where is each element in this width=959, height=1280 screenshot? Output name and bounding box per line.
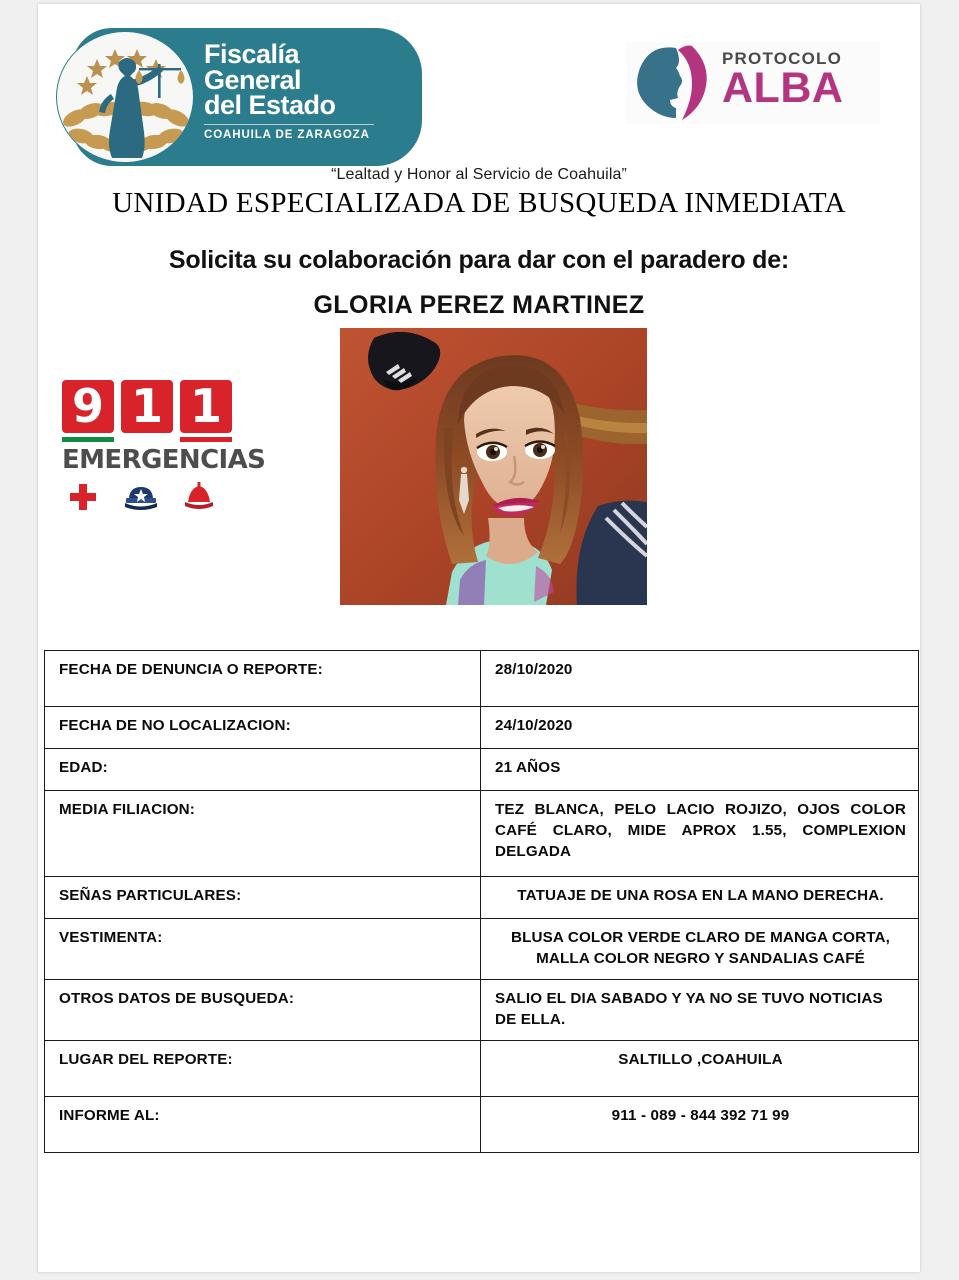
alba-protocolo-label: PROTOCOLO xyxy=(722,49,843,68)
row-label: LUGAR DEL REPORTE: xyxy=(45,1040,481,1096)
firefighter-helmet-icon xyxy=(184,482,214,517)
green-bar xyxy=(62,437,114,442)
row-label: FECHA DE DENUNCIA O REPORTE: xyxy=(45,651,481,707)
missing-person-poster xyxy=(38,4,920,1272)
row-value: SALIO EL DIA SABADO Y YA NO SE TUVO NOTICIAS DE ELLA. xyxy=(481,979,919,1040)
emergency-digits xyxy=(62,380,252,433)
row-value: SALTILLO ,COAHUILA xyxy=(481,1040,919,1096)
fiscalia-state-label: COAHUILA DE ZARAGOZA xyxy=(204,129,370,142)
row-label: OTROS DATOS DE BUSQUEDA: xyxy=(45,979,481,1040)
lady-justice-scales-icon xyxy=(56,31,194,163)
row-value: 28/10/2020 xyxy=(481,651,919,707)
row-value: 24/10/2020 xyxy=(481,707,919,749)
row-label: EDAD: xyxy=(45,749,481,791)
row-value: 911 - 089 - 844 392 71 99 xyxy=(481,1096,919,1152)
row-label: SEÑAS PARTICULARES: xyxy=(45,877,481,919)
agency-motto: “Lealtad y Honor al Servicio de Coahuila” xyxy=(331,166,627,183)
missing-person-name: GLORIA PEREZ MARTINEZ xyxy=(313,291,645,319)
table-row xyxy=(45,1040,919,1096)
digit-1-first: 1 xyxy=(121,380,173,433)
row-value: 21 AÑOS xyxy=(481,749,919,791)
row-label: MEDIA FILIACION: xyxy=(45,791,481,877)
red-bar xyxy=(180,437,232,442)
medical-cross-icon xyxy=(68,482,98,517)
police-cap-icon xyxy=(124,484,158,517)
digit-9: 9 xyxy=(62,380,114,433)
table-row xyxy=(45,877,919,919)
emergencias-label: EMERGENCIAS xyxy=(62,445,266,475)
fiscalia-line-2: General xyxy=(204,64,302,95)
white-bar xyxy=(121,437,173,442)
row-label: FECHA DE NO LOCALIZACION: xyxy=(45,707,481,749)
wordmark-divider xyxy=(204,124,374,126)
row-label: VESTIMENTA: xyxy=(45,919,481,980)
digit-1-second: 1 xyxy=(180,380,232,433)
row-value: BLUSA COLOR VERDE CLARO DE MANGA CORTA, MALLA COLOR NEGRO Y SANDALIAS CAFÉ xyxy=(481,919,919,980)
fiscalia-general-del-estado-logo xyxy=(56,28,422,166)
emergency-service-icons xyxy=(62,482,252,517)
missing-person-photo xyxy=(340,328,647,605)
fiscalia-line-3: del Estado xyxy=(204,90,336,121)
protocolo-alba-logo xyxy=(626,42,880,124)
unit-title: UNIDAD ESPECIALIZADA DE BUSQUEDA INMEDIATA xyxy=(112,187,846,219)
table-row xyxy=(45,651,919,707)
fiscalia-wordmark xyxy=(204,39,374,142)
table-row xyxy=(45,919,919,980)
row-label: INFORME AL: xyxy=(45,1096,481,1152)
table-row xyxy=(45,1096,919,1152)
collaboration-request-text: Solicita su colaboración para dar con el paradero de: xyxy=(168,246,790,274)
flag-accent-bars xyxy=(62,437,252,442)
woman-silhouette-icon xyxy=(632,44,718,122)
header-logo-bar xyxy=(38,4,920,164)
table-row xyxy=(45,791,919,877)
table-row xyxy=(45,707,919,749)
alba-main-label: ALBA xyxy=(722,64,844,112)
alba-wordmark xyxy=(722,49,844,112)
table-row xyxy=(45,749,919,791)
fiscalia-line-1: Fiscalía xyxy=(204,39,300,69)
row-value: TATUAJE DE UNA ROSA EN LA MANO DERECHA. xyxy=(481,877,919,919)
table-row xyxy=(45,979,919,1040)
case-details-table xyxy=(44,650,919,1153)
emergency-911-logo xyxy=(62,379,266,520)
row-value: TEZ BLANCA, PELO LACIO ROJIZO, OJOS COLOR CAFÉ CLARO, MIDE APROX 1.55, COMPLEXION DELGADA xyxy=(481,791,919,877)
photo-and-emergency-block xyxy=(38,328,920,623)
